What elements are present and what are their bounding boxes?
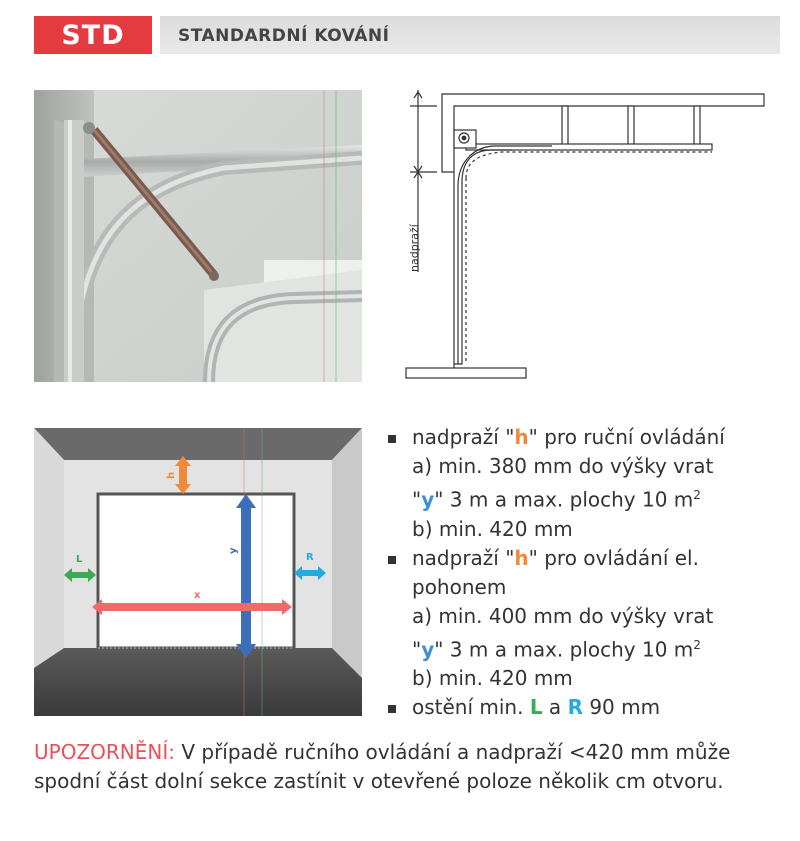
garage-opening-drawing [34,428,362,716]
bullet-icon [388,556,396,564]
garage-illustration [34,428,362,716]
spec-text: " pro ovládání el. [528,545,699,570]
warning-note [34,738,794,796]
l-label: L [76,554,83,565]
r-symbol: R [567,695,583,720]
spec-sub-y [412,481,786,515]
spec-sub-b: b) min. 420 mm [412,516,573,541]
bullet-icon [388,705,396,713]
h-label: h [166,471,177,479]
spec-electric-line [412,546,699,570]
l-symbol: L [529,695,543,720]
spec-sub-y [412,631,786,665]
specifications-list [386,423,786,722]
spec-text: " pro ruční ovládání [528,425,725,449]
nadprazi-label: nadpraží [408,224,421,272]
spec-text: nadpraží " [412,425,515,449]
h-symbol: h [514,425,529,449]
spec-sub-a: a) min. 380 mm do výšky vrat [412,454,714,478]
h-symbol: h [514,545,529,570]
spec-item-reveal [386,693,786,722]
quote-text: " [412,487,422,512]
spec-text: 90 mm [582,695,661,720]
hardware-photo-illustration [34,90,362,382]
spec-cont: pohonem [412,574,507,599]
track-diagram [392,82,772,386]
y-symbol: y [421,487,435,512]
spec-text: ostění min. [412,695,530,720]
hardware-photo [34,90,362,382]
x-label: x [194,590,201,601]
spec-sub-b: b) min. 420 mm [412,666,573,691]
page-title: STANDARDNÍ KOVÁNÍ [178,26,390,46]
spec-text: " 3 m a max. plochy 10 m [434,487,694,512]
side-section-diagram [392,82,772,386]
y-symbol: y [421,637,435,662]
r-label: R [306,552,314,563]
warning-label: UPOZORNĚNÍ: [34,740,175,764]
quote-text: " [412,637,422,662]
spec-text: a [542,695,568,720]
spec-manual-line [412,425,725,449]
sup-text: 2 [693,637,701,652]
bullet-icon [388,435,396,443]
spec-item-electric [386,544,786,694]
spec-item-manual [386,423,786,544]
sup-text: 2 [693,488,701,502]
warning-text: V případě ručního ovládání a nadpraží <420 mm může spodní část dolní sekce zastínit v otevřené poloze několik cm otvoru. [34,740,731,793]
std-badge: STD [34,16,152,54]
spec-text: nadpraží " [412,545,515,570]
y-label: y [228,547,239,554]
spec-text: " 3 m a max. plochy 10 m [434,637,694,662]
spec-sub-a: a) min. 400 mm do výšky vrat [412,603,714,628]
